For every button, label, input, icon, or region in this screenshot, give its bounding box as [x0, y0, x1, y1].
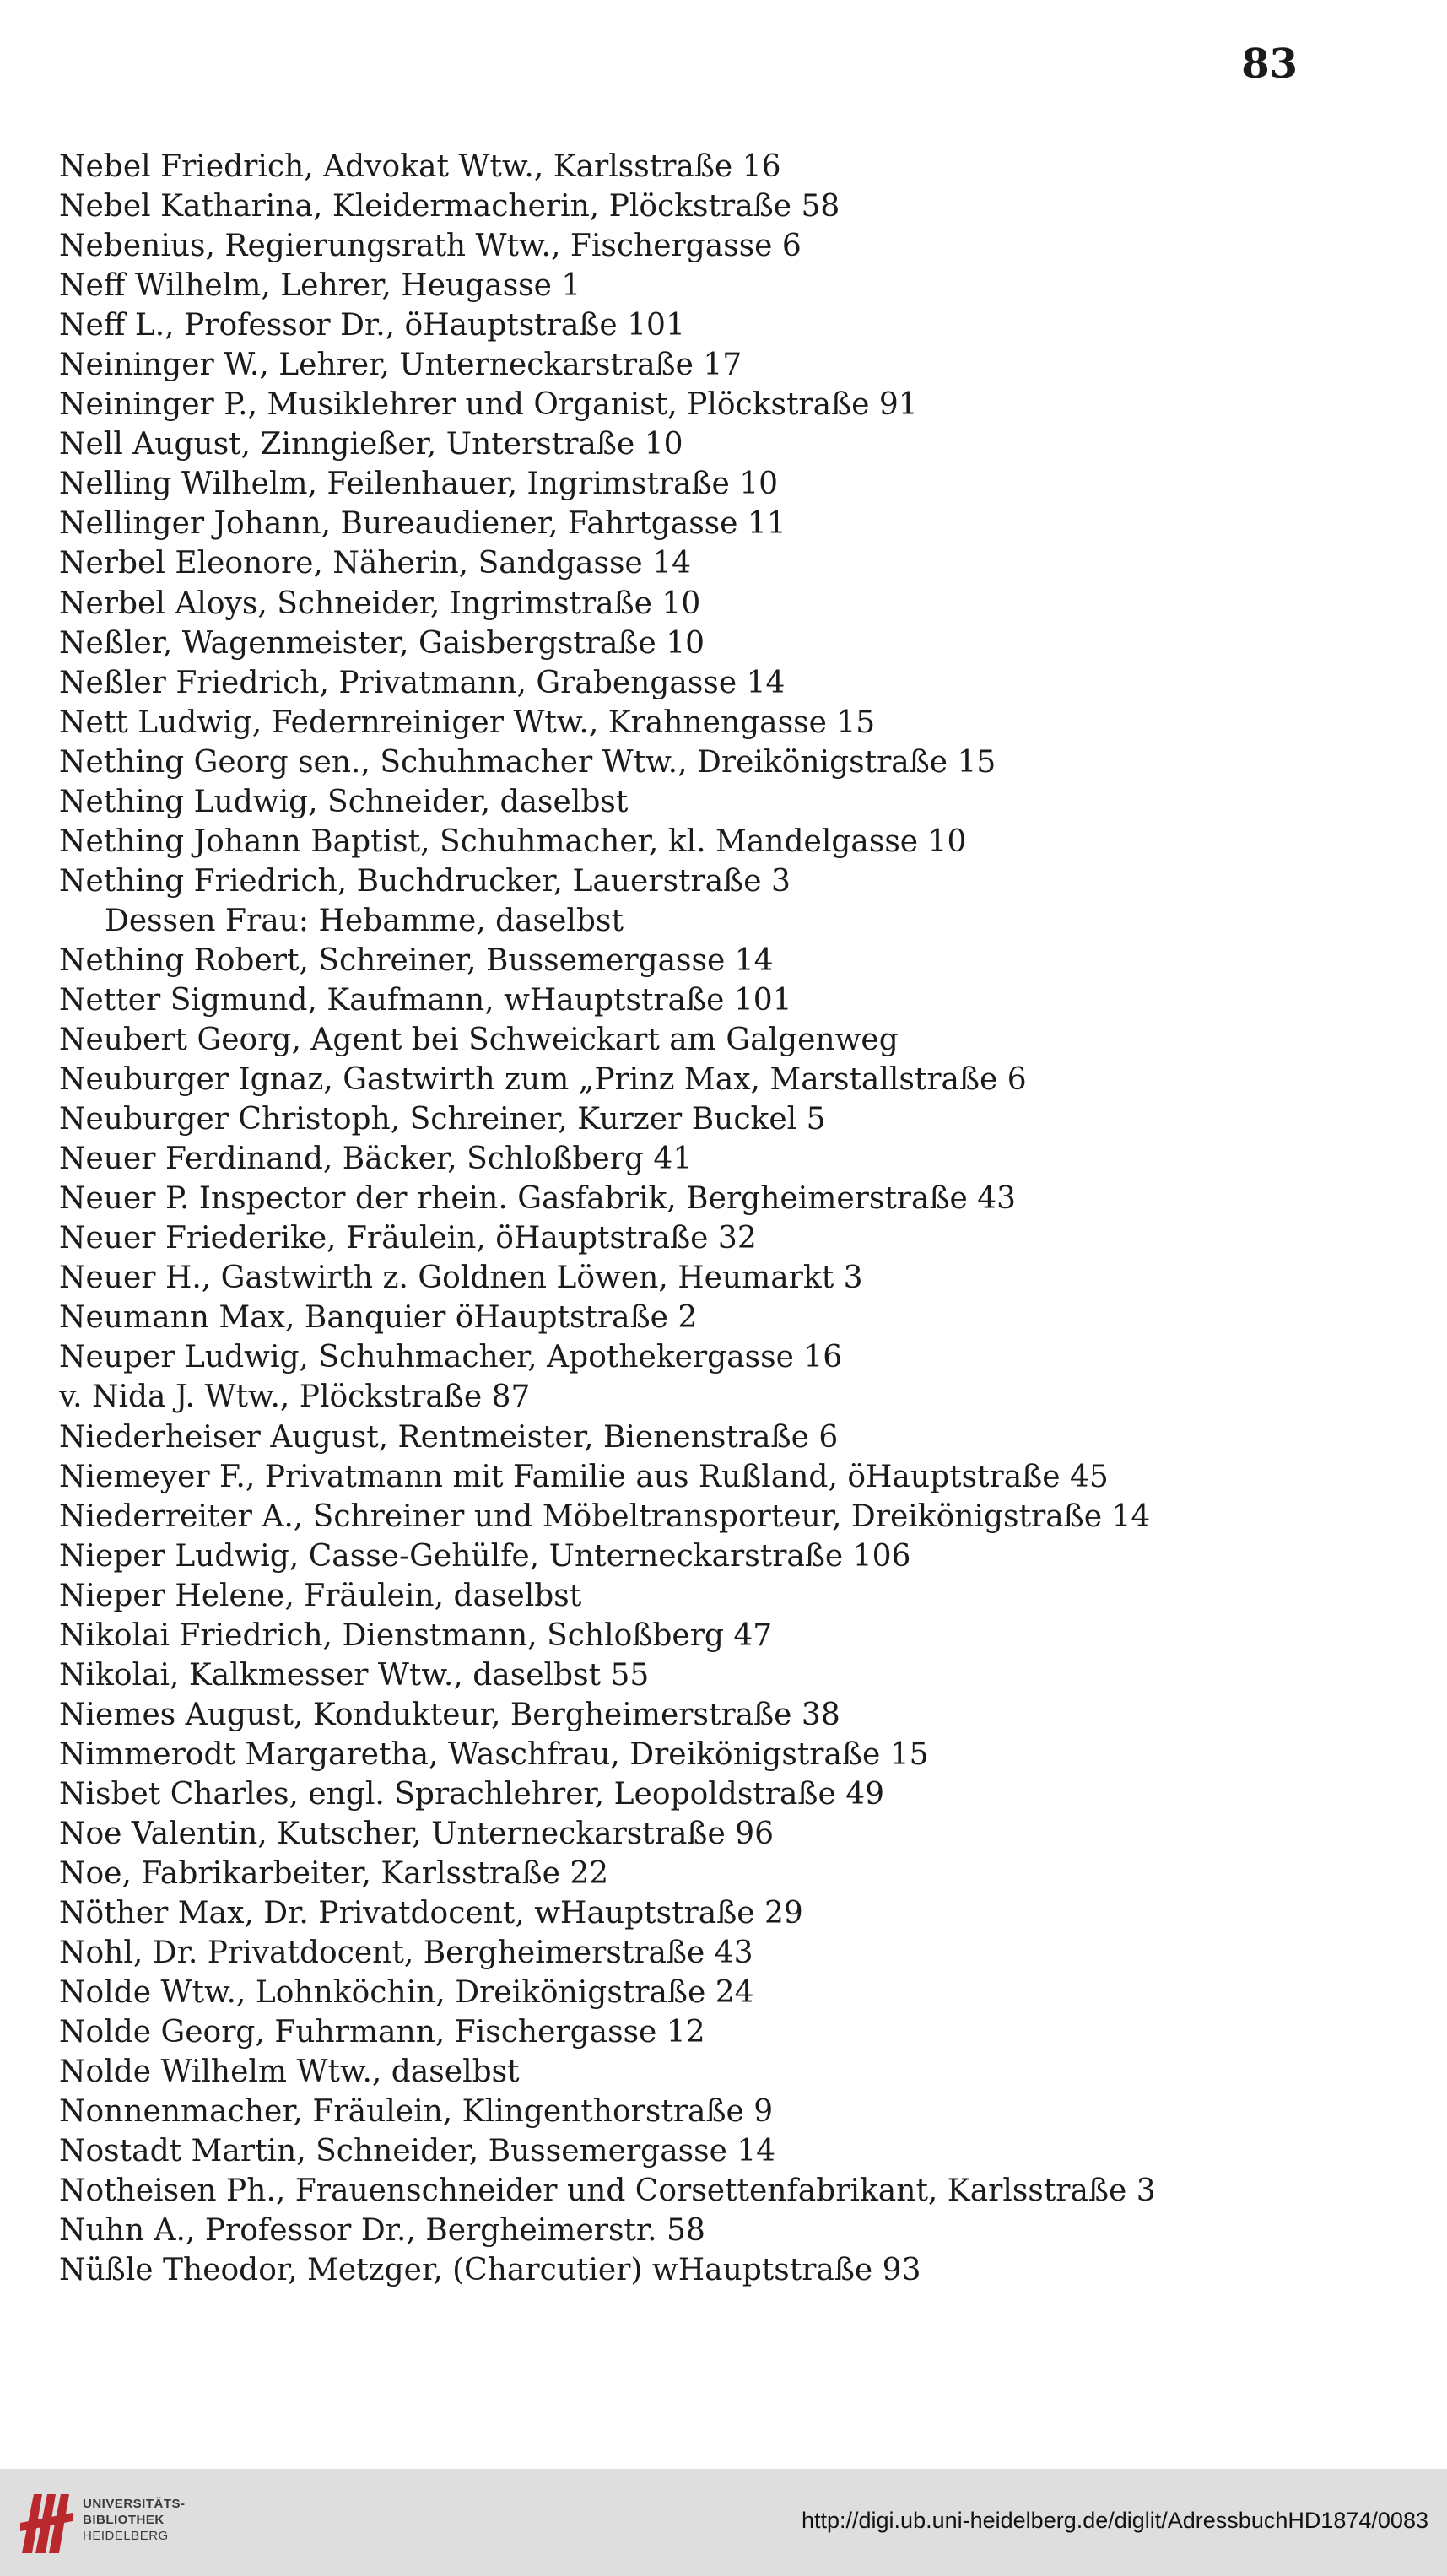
library-name-line-2: BIBLIOTHEK	[83, 2513, 165, 2527]
library-name	[83, 2496, 186, 2544]
directory-entry: Noe, Fabrikarbeiter, Karlsstraße 22	[59, 1856, 609, 1892]
directory-entry: Neßler, Wagenmeister, Gaisbergstraße 10	[59, 625, 705, 661]
directory-entry: Neff L., Professor Dr., öHauptstraße 101	[59, 308, 685, 343]
directory-entry: Neubert Georg, Agent bei Schweickart am Galgenweg	[59, 1023, 899, 1058]
directory-entry: Neuer P. Inspector der rhein. Gasfabrik, Bergheimerstraße 43	[59, 1181, 1017, 1217]
directory-entry: Neuer Ferdinand, Bäcker, Schloßberg 41	[59, 1142, 693, 1177]
directory-entry: v. Nida J. Wtw., Plöckstraße 87	[59, 1380, 531, 1415]
page-number: 83	[1241, 41, 1298, 88]
directory-entry: Notheisen Ph., Frauenschneider und Corsettenfabrikant, Karlsstraße 3	[59, 2174, 1156, 2209]
directory-entry: Nebenius, Regierungsrath Wtw., Fischergasse 6	[59, 229, 802, 264]
directory-entry: Niederheiser August, Rentmeister, Bienenstraße 6	[59, 1419, 839, 1455]
directory-entry: Nething Georg sen., Schuhmacher Wtw., Dreikönigstraße 15	[59, 744, 996, 780]
directory-entry: Neuer H., Gastwirth z. Goldnen Löwen, Heumarkt 3	[59, 1261, 863, 1296]
directory-entries	[59, 147, 1409, 2291]
source-url-link[interactable]: http://digi.ub.uni-heidelberg.de/diglit/AdressbuchHD1874/0083	[801, 2508, 1428, 2533]
directory-entry: Nebel Friedrich, Advokat Wtw., Karlsstraße 16	[59, 149, 781, 184]
directory-entry: Nerbel Aloys, Schneider, Ingrimstraße 10	[59, 586, 701, 621]
directory-entry: Nisbet Charles, engl. Sprachlehrer, Leopoldstraße 49	[59, 1776, 885, 1812]
directory-entry: Neuper Ludwig, Schuhmacher, Apothekergasse 16	[59, 1340, 843, 1375]
directory-entry: Neuburger Ignaz, Gastwirth zum „Prinz Max, Marstallstraße 6	[59, 1062, 1027, 1098]
directory-entry: Neff Wilhelm, Lehrer, Heugasse 1	[59, 268, 581, 304]
directory-entry: Nuhn A., Professor Dr., Bergheimerstr. 58	[59, 2213, 705, 2249]
directory-entry: Nieper Helene, Fräulein, daselbst	[59, 1578, 582, 1613]
directory-entry: Nimmerodt Margaretha, Waschfrau, Dreikönigstraße 15	[59, 1736, 929, 1772]
directory-entry: Nolde Wilhelm Wtw., daselbst	[59, 2055, 520, 2090]
library-name-line-3: HEIDELBERG	[83, 2529, 169, 2543]
directory-entry: Dessen Frau: Hebamme, daselbst	[105, 903, 624, 938]
directory-entry: Nelling Wilhelm, Feilenhauer, Ingrimstraße 10	[59, 467, 779, 502]
directory-entry: Nieper Ludwig, Casse-Gehülfe, Unterneckarstraße 106	[59, 1538, 911, 1574]
directory-entry: Nonnenmacher, Fräulein, Klingenthorstraße 9	[59, 2094, 774, 2130]
footer-bar	[0, 2469, 1447, 2576]
library-seal-icon	[17, 2487, 76, 2558]
directory-entry: Niemes August, Kondukteur, Bergheimerstraße 38	[59, 1697, 840, 1732]
directory-entry: Nikolai Friedrich, Dienstmann, Schloßberg 47	[59, 1617, 773, 1653]
directory-entry: Neininger W., Lehrer, Unterneckarstraße 17	[59, 348, 742, 383]
directory-entry: Niederreiter A., Schreiner und Möbeltransporteur, Dreikönigstraße 14	[59, 1499, 1151, 1534]
directory-entry: Nüßle Theodor, Metzger, (Charcutier) wHauptstraße 93	[59, 2253, 921, 2288]
directory-entry: Nohl, Dr. Privatdocent, Bergheimerstraße 43	[59, 1936, 753, 1971]
directory-entry: Niemeyer F., Privatmann mit Familie aus Rußland, öHauptstraße 45	[59, 1459, 1109, 1494]
directory-entry: Nell August, Zinngießer, Unterstraße 10	[59, 427, 683, 462]
directory-entry: Nostadt Martin, Schneider, Bussemergasse 14	[59, 2134, 776, 2169]
directory-entry: Noe Valentin, Kutscher, Unterneckarstraße 96	[59, 1816, 775, 1851]
directory-entry: Nething Ludwig, Schneider, daselbst	[59, 784, 629, 819]
library-logo[interactable]	[17, 2487, 270, 2558]
directory-entry: Nerbel Eleonore, Näherin, Sandgasse 14	[59, 546, 691, 581]
directory-entry: Neuburger Christoph, Schreiner, Kurzer Buckel 5	[59, 1102, 826, 1137]
directory-entry: Nikolai, Kalkmesser Wtw., daselbst 55	[59, 1657, 650, 1693]
directory-entry: Netter Sigmund, Kaufmann, wHauptstraße 101	[59, 982, 792, 1018]
directory-entry: Neuer Friederike, Fräulein, öHauptstraße 32	[59, 1221, 757, 1256]
directory-entry: Nething Robert, Schreiner, Bussemergasse 14	[59, 942, 774, 978]
directory-entry: Neumann Max, Banquier öHauptstraße 2	[59, 1300, 698, 1336]
directory-entry: Nöther Max, Dr. Privatdocent, wHauptstraße 29	[59, 1896, 803, 1931]
directory-entry: Nething Johann Baptist, Schuhmacher, kl. Mandelgasse 10	[59, 824, 967, 859]
directory-entry: Nolde Wtw., Lohnköchin, Dreikönigstraße 24	[59, 1975, 754, 2011]
directory-entry: Nolde Georg, Fuhrmann, Fischergasse 12	[59, 2015, 705, 2050]
directory-entry: Nebel Katharina, Kleidermacherin, Plöckstraße 58	[59, 189, 840, 224]
library-name-line-1: UNIVERSITÄTS-	[83, 2497, 186, 2511]
directory-entry: Nett Ludwig, Federnreiniger Wtw., Krahnengasse 15	[59, 705, 876, 740]
directory-entry: Nething Friedrich, Buchdrucker, Lauerstraße 3	[59, 863, 791, 899]
directory-entry: Neßler Friedrich, Privatmann, Grabengasse 14	[59, 665, 786, 700]
directory-entry: Neininger P., Musiklehrer und Organist, Plöckstraße 91	[59, 387, 918, 423]
directory-entry: Nellinger Johann, Bureaudiener, Fahrtgasse 11	[59, 506, 786, 542]
